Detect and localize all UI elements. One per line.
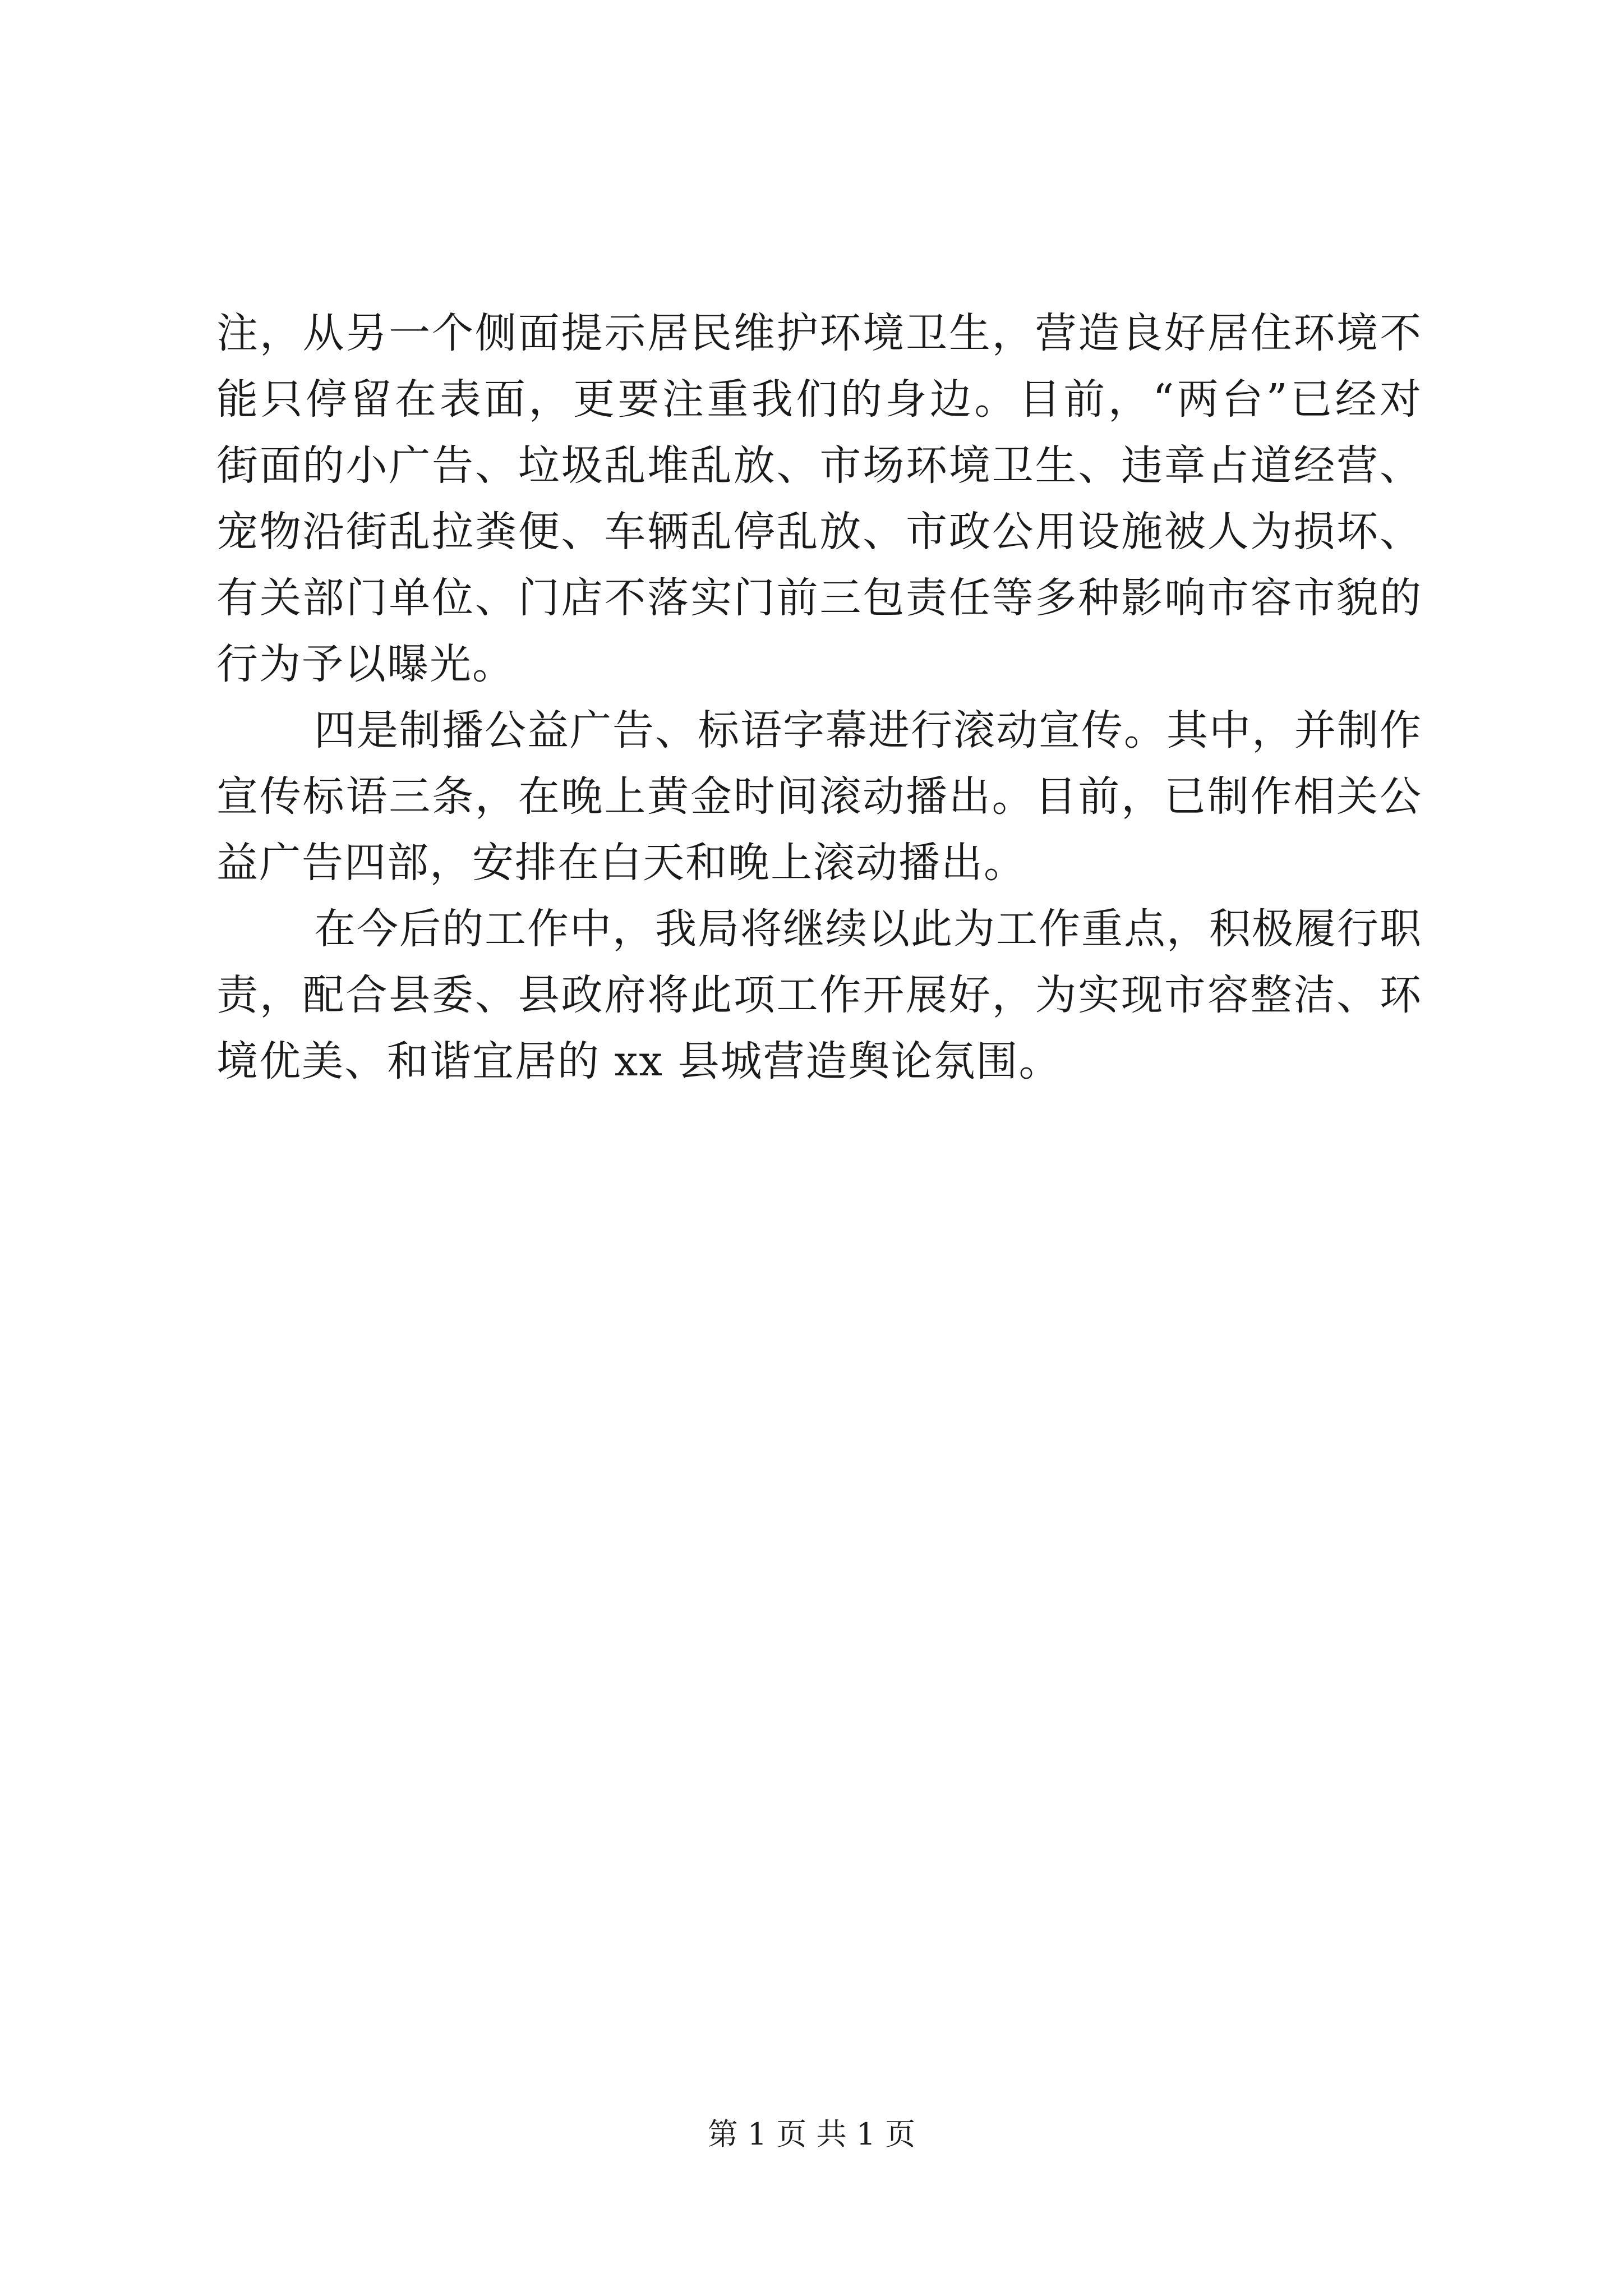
- body-text-line: 宠物沿街乱拉粪便、车辆乱停乱放、市政公用设施被人为损坏、: [216, 508, 1422, 556]
- body-text-line: 有关部门单位、门店不落实门前三包责任等多种影响市容市貌的: [216, 574, 1422, 622]
- body-text-line: 境优美、和谐宜居的 xx 县城营造舆论氛围。: [216, 1037, 1062, 1085]
- body-text-line: 注，从另一个侧面提示居民维护环境卫生，营造良好居住环境不: [216, 309, 1422, 357]
- body-text-line: 街面的小广告、垃圾乱堆乱放、市场环境卫生、违章占道经营、: [216, 441, 1422, 490]
- document-body: [216, 300, 1422, 1094]
- paragraph-first-line: 四是制播公益广告、标语字幕进行滚动宣传。其中，并制作: [314, 706, 1422, 754]
- paragraph-first-line: 在今后的工作中，我局将继续以此为工作重点，积极履行职: [314, 905, 1422, 953]
- body-text-line: 责，配合县委、县政府将此项工作开展好，为实现市容整洁、环: [216, 971, 1422, 1019]
- body-text-line: 能只停留在表面，更要注重我们的身边。目前，“两台”已经对: [216, 375, 1422, 424]
- body-text-line: 益广告四部，安排在白天和晚上滚动播出。: [216, 839, 1026, 887]
- body-text-line: 宣传标语三条，在晚上黄金时间滚动播出。目前，已制作相关公: [216, 772, 1422, 821]
- body-text-line: 行为予以曝光。: [216, 640, 515, 688]
- page-number-footer: 第 1 页 共 1 页: [707, 2116, 916, 2152]
